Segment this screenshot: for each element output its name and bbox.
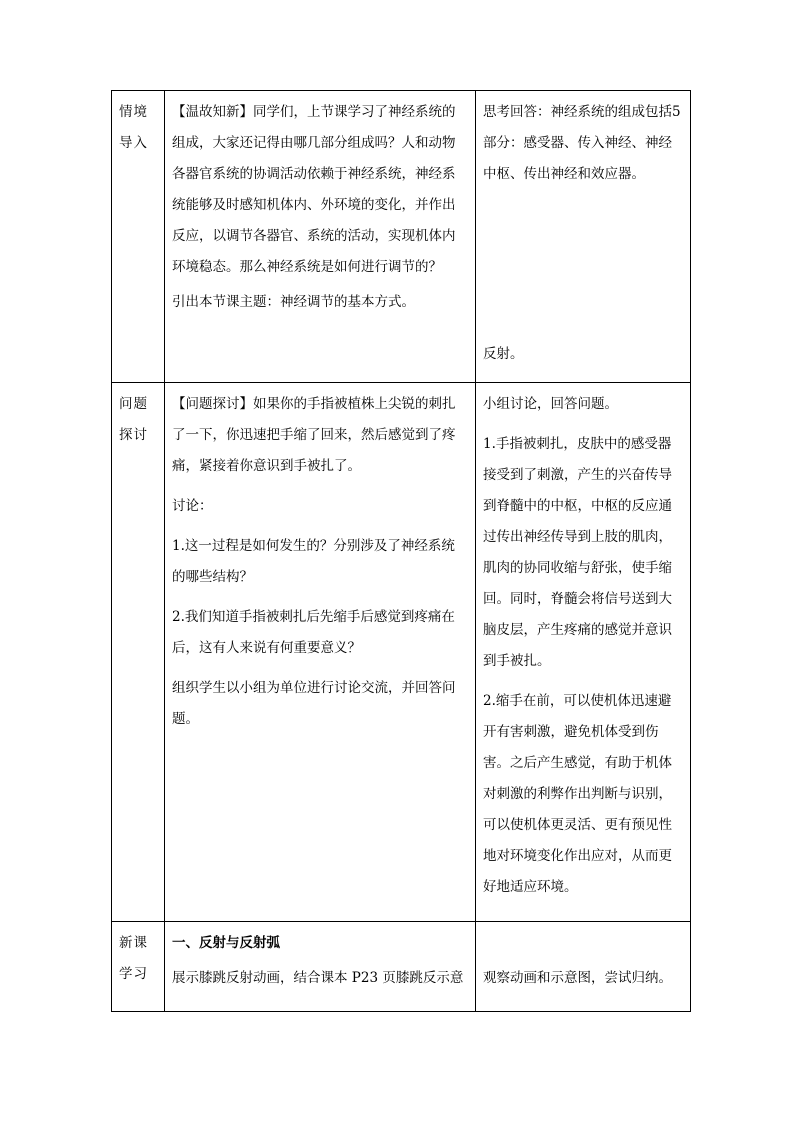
paragraph: 组织学生以小组为单位进行讨论交流，并回答问题。 [172, 680, 456, 727]
table-row [112, 922, 691, 1012]
paragraph: 小组讨论，回答问题。 [483, 396, 618, 412]
paragraph: 【问题探讨】如果你的手指被植株上尖锐的刺扎了一下，你迅速把手缩了回来，然后感觉到了疼痛，紧接着你意识到手被扎了。 [172, 396, 456, 474]
paragraph: 讨论： [172, 498, 213, 514]
paragraph: 引出本节课主题：神经调节的基本方式。 [172, 294, 415, 310]
paragraph: 1.这一过程是如何发生的？分别涉及了神经系统的哪些结构？ [172, 538, 455, 585]
table-row [112, 91, 691, 383]
teacher-activity-cell [165, 922, 476, 1012]
phase-cell [112, 922, 165, 1012]
paragraph: 2.缩手在前，可以使机体迅速避开有害刺激，避免机体受到伤害。之后产生感觉，有助于机体对刺激的利弊作出判断与识别，可以使机体更灵活、更有预见性地对环境变化作出应对，从而更好地适应环境。 [483, 693, 672, 895]
student-activity-cell [476, 91, 691, 383]
student-activity-cell [476, 922, 691, 1012]
paragraph: 【温故知新】同学们，上节课学习了神经系统的组成，大家还记得由哪几部分组成吗？人和动物各器官系统的协调活动依赖于神经系统，神经系统能够及时感知机体内、外环境的变化，并作出反应，以调节各器官、系统的活动，实现机体内环境稳态。那么神经系统是如何进行调节的？ [172, 104, 456, 275]
lesson-plan-table [111, 90, 691, 1012]
student-activity-cell [476, 383, 691, 922]
phase-cell [112, 383, 165, 922]
paragraph: 1.手指被刺扎，皮肤中的感受器接受到了刺激，产生的兴奋传导到脊髓中的中枢，中枢的反应通过传出神经传导到上肢的肌肉，肌肉的协同收缩与舒张，使手缩回。同时，脊髓会将信号送到大脑皮层，产生疼痛的感觉并意识到手被扎。 [483, 436, 672, 669]
paragraph: 展示膝跳反射动画，结合课本 P23 页膝跳反示意 [172, 970, 464, 986]
paragraph: 反射。 [483, 346, 524, 362]
phase-cell [112, 91, 165, 383]
paragraph [483, 928, 683, 959]
teacher-activity-cell [165, 91, 476, 383]
phase-label: 问题探讨 [119, 396, 148, 443]
table-row [112, 383, 691, 922]
paragraph: 2.我们知道手指被刺扎后先缩手后感觉到疼痛在后，这有人来说有何重要意义？ [172, 609, 455, 656]
paragraph: 思考回答：神经系统的组成包括5部分：感受器、传入神经、神经中枢、传出神经和效应器。 [483, 104, 681, 182]
section-heading: 一、反射与反射弧 [172, 935, 280, 951]
phase-label: 情境导入 [119, 104, 148, 151]
paragraph: 观察动画和示意图，尝试归纳。 [483, 970, 672, 986]
phase-label: 新课学习 [119, 935, 148, 982]
teacher-activity-cell [165, 383, 476, 922]
